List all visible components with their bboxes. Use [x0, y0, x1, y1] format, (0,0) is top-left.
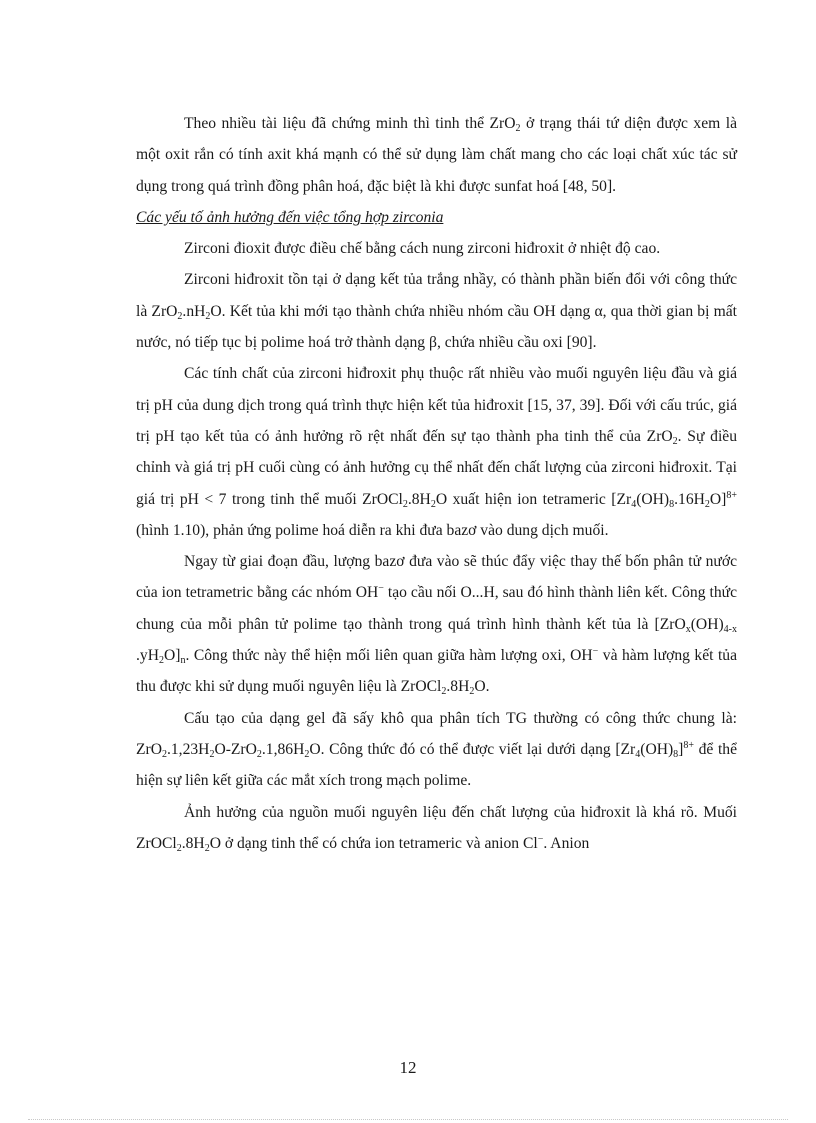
subscript: n — [180, 655, 186, 667]
subscript: 2 — [161, 748, 167, 760]
subscript: 2 — [205, 310, 211, 322]
subscript: 2 — [704, 498, 710, 510]
subscript: 8 — [673, 748, 679, 760]
subscript: 2 — [304, 748, 310, 760]
paragraph-1: Theo nhiều tài liệu đã chứng minh thì tinh thể ZrO$_2$ ở trạng thái tứ diện được xem là một oxit rắn có tính axit khá mạnh có thể sử dụng làm chất mang cho các loại chất xúc tác sử dụng trong quá trình đồng phân hoá, đặc biệt là khi được sunfat hoá [48, 50]. — [136, 115, 737, 195]
subscript: 2 — [441, 686, 447, 698]
superscript: − — [378, 583, 384, 595]
subscript: 2 — [204, 842, 210, 854]
subscript: 2 — [256, 748, 262, 760]
section-heading: Các yếu tố ảnh hưởng đến việc tổng hợp zirconia — [136, 208, 444, 226]
paragraph-5: Ngay từ giai đoạn đầu, lượng bazơ đưa vào sẽ thúc đẩy việc thay thế bốn phân tử nước của ion tetrametric bằng các nhóm OH− tạo cầu nối O...H, sau đó hình thành liên kết. Công thức chung của mỗi phân tử polime tạo thành trong quá trình hình thành kết tủa là [$ZrO_x(OH)_{4-x}$ $.yH_2O]_n$. Công thức này thể hiện mối liên quan giữa hàm lượng oxi, OH− và hàm lượng kết tủa thu được khi sử dụng muối nguyên liệu là $ZrOCl_2.8H_2O$. — [136, 553, 738, 698]
paragraph-2: Zirconi đioxit được điều chế bằng cách nung zirconi hiđroxit ở nhiệt độ cao. — [184, 240, 661, 258]
subscript: 4-x — [723, 623, 737, 635]
subscript: 2 — [430, 498, 436, 510]
superscript: 8+ — [683, 739, 695, 751]
paragraph-4: Các tính chất của zirconi hiđroxit phụ thuộc rất nhiều vào muối nguyên liệu đầu và giá trị pH của dung dịch trong quá trình thực hiện kết tủa hiđroxit [15, 37, 39]. Đối với cấu trúc, giá trị pH tạo kết tủa có ảnh hưởng rõ rệt nhất đến sự tạo thành pha tinh thể của ZrO$_2$. Sự điều chỉnh và giá trị pH cuối cùng có ảnh hưởng cụ thể nhất đến chất lượng của zirconi hiđroxit. Tại giá trị pH < 7 trong tinh thể muối $ZrOCl_2.8H_2O$ xuất hiện ion tetrameric $[Zr_4(OH)_8.16H_2O]^{8+}$ (hình 1.10), phản ứng polime hoá diễn ra khi đưa bazơ vào dung dịch muối. — [136, 365, 738, 539]
subscript: 4 — [635, 748, 641, 760]
paragraph-3: Zirconi hiđroxit tồn tại ở dạng kết tủa trắng nhầy, có thành phần biến đổi với công thức là $ZrO_2.nH_2O$. Kết tủa khi mới tạo thành chứa nhiều nhóm cầu OH dạng α, qua thời gian bị mất nước, nó tiếp tục bị polime hoá trở thành dạng β, chứa nhiều cầu oxi [90]. — [136, 271, 738, 352]
subscript: 2 — [402, 498, 408, 510]
superscript: − — [537, 833, 544, 845]
subscript: 2 — [176, 842, 182, 854]
subscript: 2 — [672, 435, 678, 447]
subscript: 2 — [515, 123, 521, 134]
superscript: 8+ — [726, 489, 738, 501]
subscript: 8 — [669, 498, 675, 510]
subscript: 2 — [158, 655, 164, 667]
subscript: 4 — [631, 498, 637, 510]
paragraph-7: Ảnh hưởng của nguồn muối nguyên liệu đến chất lượng của hiđroxit là khá rõ. Muối $ZrOCl_2.8H_2O$ ở dạng tinh thể có chứa ion tetrameric và anion Cl−. Anion — [136, 803, 737, 854]
body-text — [136, 108, 737, 859]
subscript: x — [685, 623, 691, 635]
subscript: 2 — [209, 748, 215, 760]
paragraph-6: Cấu tạo của dạng gel đã sấy khô qua phân tích TG thường có công thức chung là: $ZrO_2.1,23H_2O-ZrO_2.1,86H_2O$. Công thức đó có thể được viết lại dưới dạng $[Zr_4(OH)_8]^{8+}$ để thể hiện sự liên kết giữa các mắt xích trong mạch polime. — [136, 709, 737, 790]
superscript: − — [592, 646, 599, 658]
page-number: 12 — [399, 1058, 417, 1077]
subscript: 2 — [177, 310, 183, 322]
subscript: 2 — [469, 686, 475, 698]
page-bottom-divider — [28, 1119, 788, 1120]
